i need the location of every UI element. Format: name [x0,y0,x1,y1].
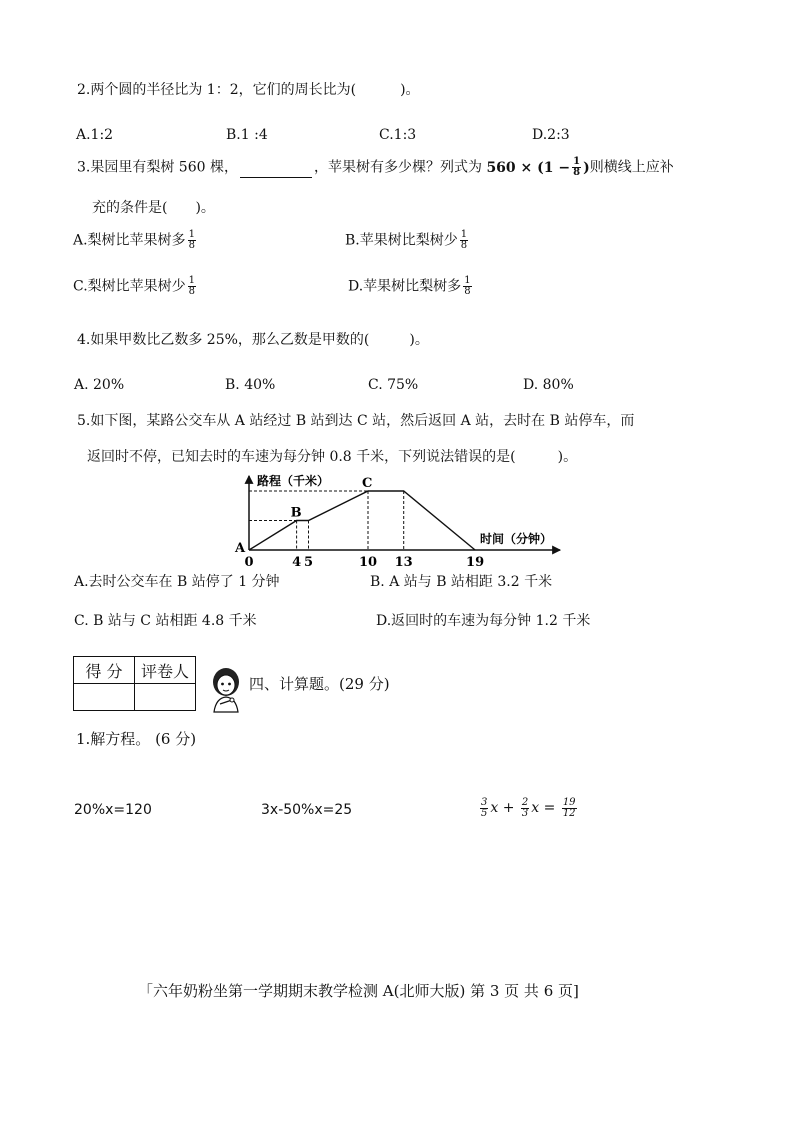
equation-1: 20%x=120 [74,802,152,818]
q4-option-a: A. 20% [74,377,125,393]
q5-option-c: C. B 站与 C 站相距 4.8 千米 [74,613,257,629]
score-header: 得 分 [74,657,135,684]
q3-option-c: C.梨树比苹果树少 $\frac{1}{8}$ [73,275,196,297]
section-4-title: 四、计算题。(29 分) [249,675,390,693]
x-tick-label: 13 [394,555,413,570]
point-label-c: C [362,476,373,491]
equation-3: $\frac{3}{5}$ x + $\frac{2}{3}$ x = $\frac{19}{12}$ [481,796,576,819]
q5-option-b: B. A 站与 B 站相距 3.2 千米 [370,574,553,590]
q5-option-a: A.去时公交车在 B 站停了 1 分钟 [74,574,280,590]
score-cell[interactable] [74,684,135,711]
page-footer: 「六年奶粉坐第一学期期末教学检测 A(北师大版) 第 3 页 共 6 页] [138,982,579,1000]
q2-option-d: D.2:3 [532,127,570,143]
grading-table [73,656,196,711]
x-tick-label: 5 [303,555,314,570]
point-label-a: A [235,541,246,556]
q2-option-a: A.1:2 [76,127,114,143]
q3-stem-line2: 充的条件是( )。 [92,200,215,216]
student-girl-icon [206,664,246,714]
q4-option-d: D. 80% [523,377,574,393]
x-tick-label: 10 [358,555,378,570]
q3-option-a: A.梨树比苹果树多 $\frac{1}{8}$ [73,229,195,251]
q4-option-b: B. 40% [225,377,276,393]
q2-stem: 2.两个圆的半径比为 1：2，它们的周长比为( )。 [77,82,420,98]
reviewer-header: 评卷人 [135,657,196,684]
answer-blank[interactable] [240,163,312,178]
q5-option-d: D.返回时的车速为每分钟 1.2 千米 [376,613,591,629]
x-axis-label: 时间（分钟） [480,532,553,546]
q4-stem: 4.如果甲数比乙数多 25%，那么乙数是甲数的( )。 [77,332,429,348]
q3-formula: 560 × (1 − $\frac{1}{8}$ ) [486,156,590,178]
q4-option-c: C. 75% [368,377,419,393]
x-tick-label: 4 [292,555,302,570]
q5-line1: 5.如下图，某路公交车从 A 站经过 B 站到达 C 站，然后返回 A 站，去时在 B 站停车，而 [77,413,635,429]
x-tick-label: 0 [244,555,254,570]
route-line [249,491,475,550]
reviewer-cell[interactable] [135,684,196,711]
point-label-b: B [290,505,302,521]
y-axis-label: 路程（千米） [257,474,330,488]
q3-option-b: B.苹果树比梨树少 $\frac{1}{8}$ [345,229,468,251]
q3-option-d: D.苹果树比梨树多 $\frac{1}{8}$ [348,275,471,297]
calc-q1-title: 1.解方程。 (6 分) [76,730,197,748]
distance-time-chart [230,470,570,570]
equation-2: 3x-50%x=25 [261,802,353,818]
q3-stem: 3.果园里有梨树 560 棵， ，苹果树有多少棵？列式为 560 × (1 − $\frac{1}{8}$ )则横线上应补 [77,156,674,178]
q2-option-c: C.1:3 [379,127,417,143]
q5-line2: 返回时不停，已知去时的车速为每分钟 0.8 千米，下列说法错误的是( )。 [87,449,578,465]
q2-option-b: B.1 :4 [226,127,268,143]
x-tick-label: 19 [466,555,485,570]
